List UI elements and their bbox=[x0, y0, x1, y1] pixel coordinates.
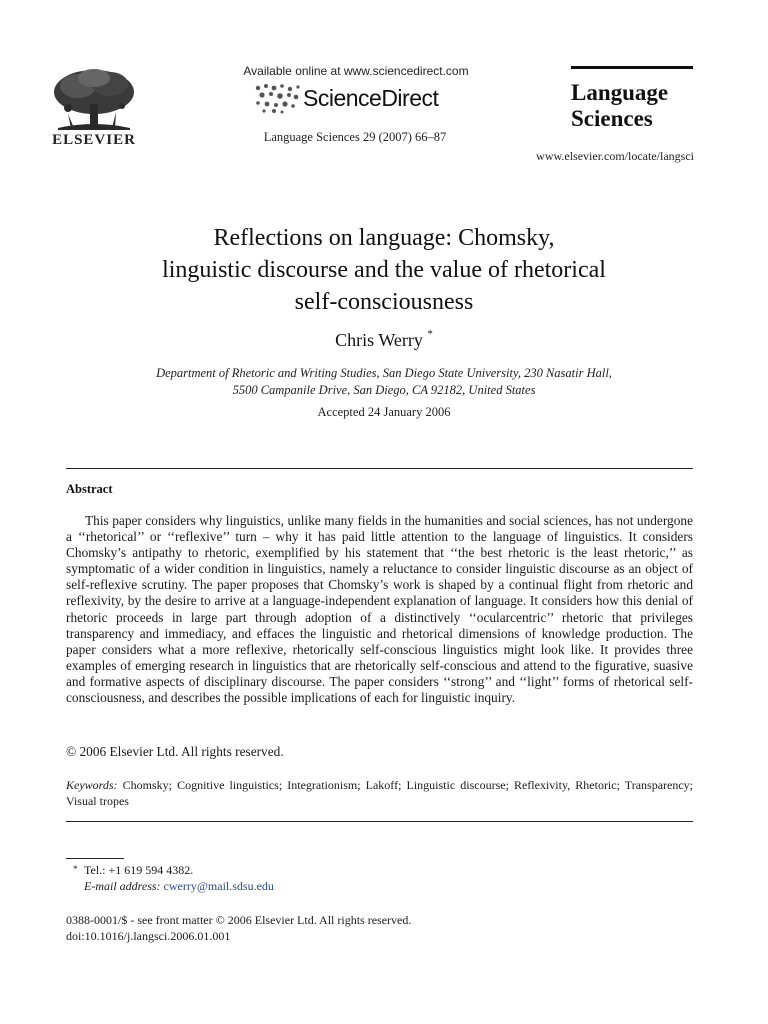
keywords-label: Keywords: bbox=[66, 778, 118, 792]
abstract-bottom-rule bbox=[66, 821, 693, 822]
affiliation-line-1: Department of Rhetoric and Writing Studies, San Diego State University, 230 Nasatir Hall, bbox=[156, 366, 612, 380]
doi-link[interactable]: doi:10.1016/j.langsci.2006.01.001 bbox=[66, 929, 231, 943]
keywords bbox=[66, 777, 693, 809]
title-line-2: linguistic discourse and the value of rhetorical bbox=[162, 257, 606, 283]
footnote-email bbox=[84, 879, 274, 894]
issn-front-matter: 0388-0001/$ - see front matter © 2006 Elsevier Ltd. All rights reserved. bbox=[66, 913, 412, 927]
journal-reference: Language Sciences 29 (2007) 66–87 bbox=[263, 130, 447, 144]
available-online-text: Available online at www.sciencedirect.com bbox=[243, 64, 469, 78]
journal-name-line2: Sciences bbox=[571, 106, 653, 131]
abstract-copyright: © 2006 Elsevier Ltd. All rights reserved. bbox=[66, 744, 284, 759]
author-affiliation bbox=[70, 365, 698, 399]
author-name-block bbox=[200, 330, 568, 351]
publisher-logo-text: ELSEVIER bbox=[52, 132, 136, 148]
footnote-rule bbox=[66, 858, 124, 859]
journal-name-rule bbox=[571, 66, 693, 69]
author-name: Chris Werry bbox=[335, 330, 423, 350]
sciencedirect-brand: ScienceDirect bbox=[303, 85, 439, 111]
affiliation-line-2: 5500 Campanile Drive, San Diego, CA 92182, United States bbox=[232, 383, 536, 397]
journal-url-link[interactable]: www.elsevier.com/locate/langsci bbox=[536, 149, 694, 163]
title-line-1: Reflections on language: Chomsky, bbox=[213, 225, 555, 251]
author-footnote-marker[interactable]: * bbox=[427, 328, 433, 340]
keywords-list: Chomsky; Cognitive linguistics; Integrationism; Lakoff; Linguistic discourse; Reflexivity, Rhetoric; Transparency; Visual tropes bbox=[66, 778, 694, 808]
footnote-marker: * bbox=[73, 864, 78, 874]
article-title bbox=[80, 222, 688, 318]
abstract-body: This paper considers why linguistics, unlike many fields in the humanities and social sciences, has not undergone a ‘‘rhetorical’’ or ‘‘reflexive’’ turn – why it has paid little attention to the language of linguistics. It considers Chomsky’s antipathy to rhetoric, exemplified by his statement that ‘‘the best rhetoric is the least rhetoric,’’ as symptomatic of a wider condition in linguistics, namely a reluctance to consider linguistic discourse as an object of self-reflexive scrutiny. The paper proposes that Chomsky’s work is shaped by a continual flight from rhetoric and reflexivity, by the desire to arrive at a language-independent explanation of language. It considers how this denial of rhetoric proceeds in large part through adoption of a distinctively ‘‘ocularcentric’’ rhetoric that privileges transparency and immediacy, and effaces the linguistic and rhetorical dimensions of knowledge production. The paper considers what a more reflexive, rhetorically self-conscious linguistics might look like. It provides three examples of emerging research in linguistics that are rhetorically self-conscious and attend to the figurative, suasive and formative aspects of disciplinary discourse. The paper considers ‘‘strong’’ and ‘‘light’’ forms of rhetorical self-consciousness, and describes the possible implications of each for linguistic inquiry. bbox=[66, 513, 693, 706]
abstract-top-rule bbox=[66, 468, 693, 469]
footnote-telephone: Tel.: +1 619 594 4382. bbox=[84, 863, 194, 877]
abstract-heading: Abstract bbox=[66, 482, 113, 496]
sciencedirect-dots-icon bbox=[252, 82, 302, 114]
journal-name-line1: Language bbox=[571, 80, 669, 105]
email-link[interactable]: cwerry@mail.sdsu.edu bbox=[163, 879, 274, 893]
accepted-date: Accepted 24 January 2006 bbox=[317, 405, 451, 419]
title-line-3: self-consciousness bbox=[294, 289, 474, 315]
journal-name bbox=[571, 80, 701, 132]
email-label: E-mail address: bbox=[84, 879, 161, 893]
